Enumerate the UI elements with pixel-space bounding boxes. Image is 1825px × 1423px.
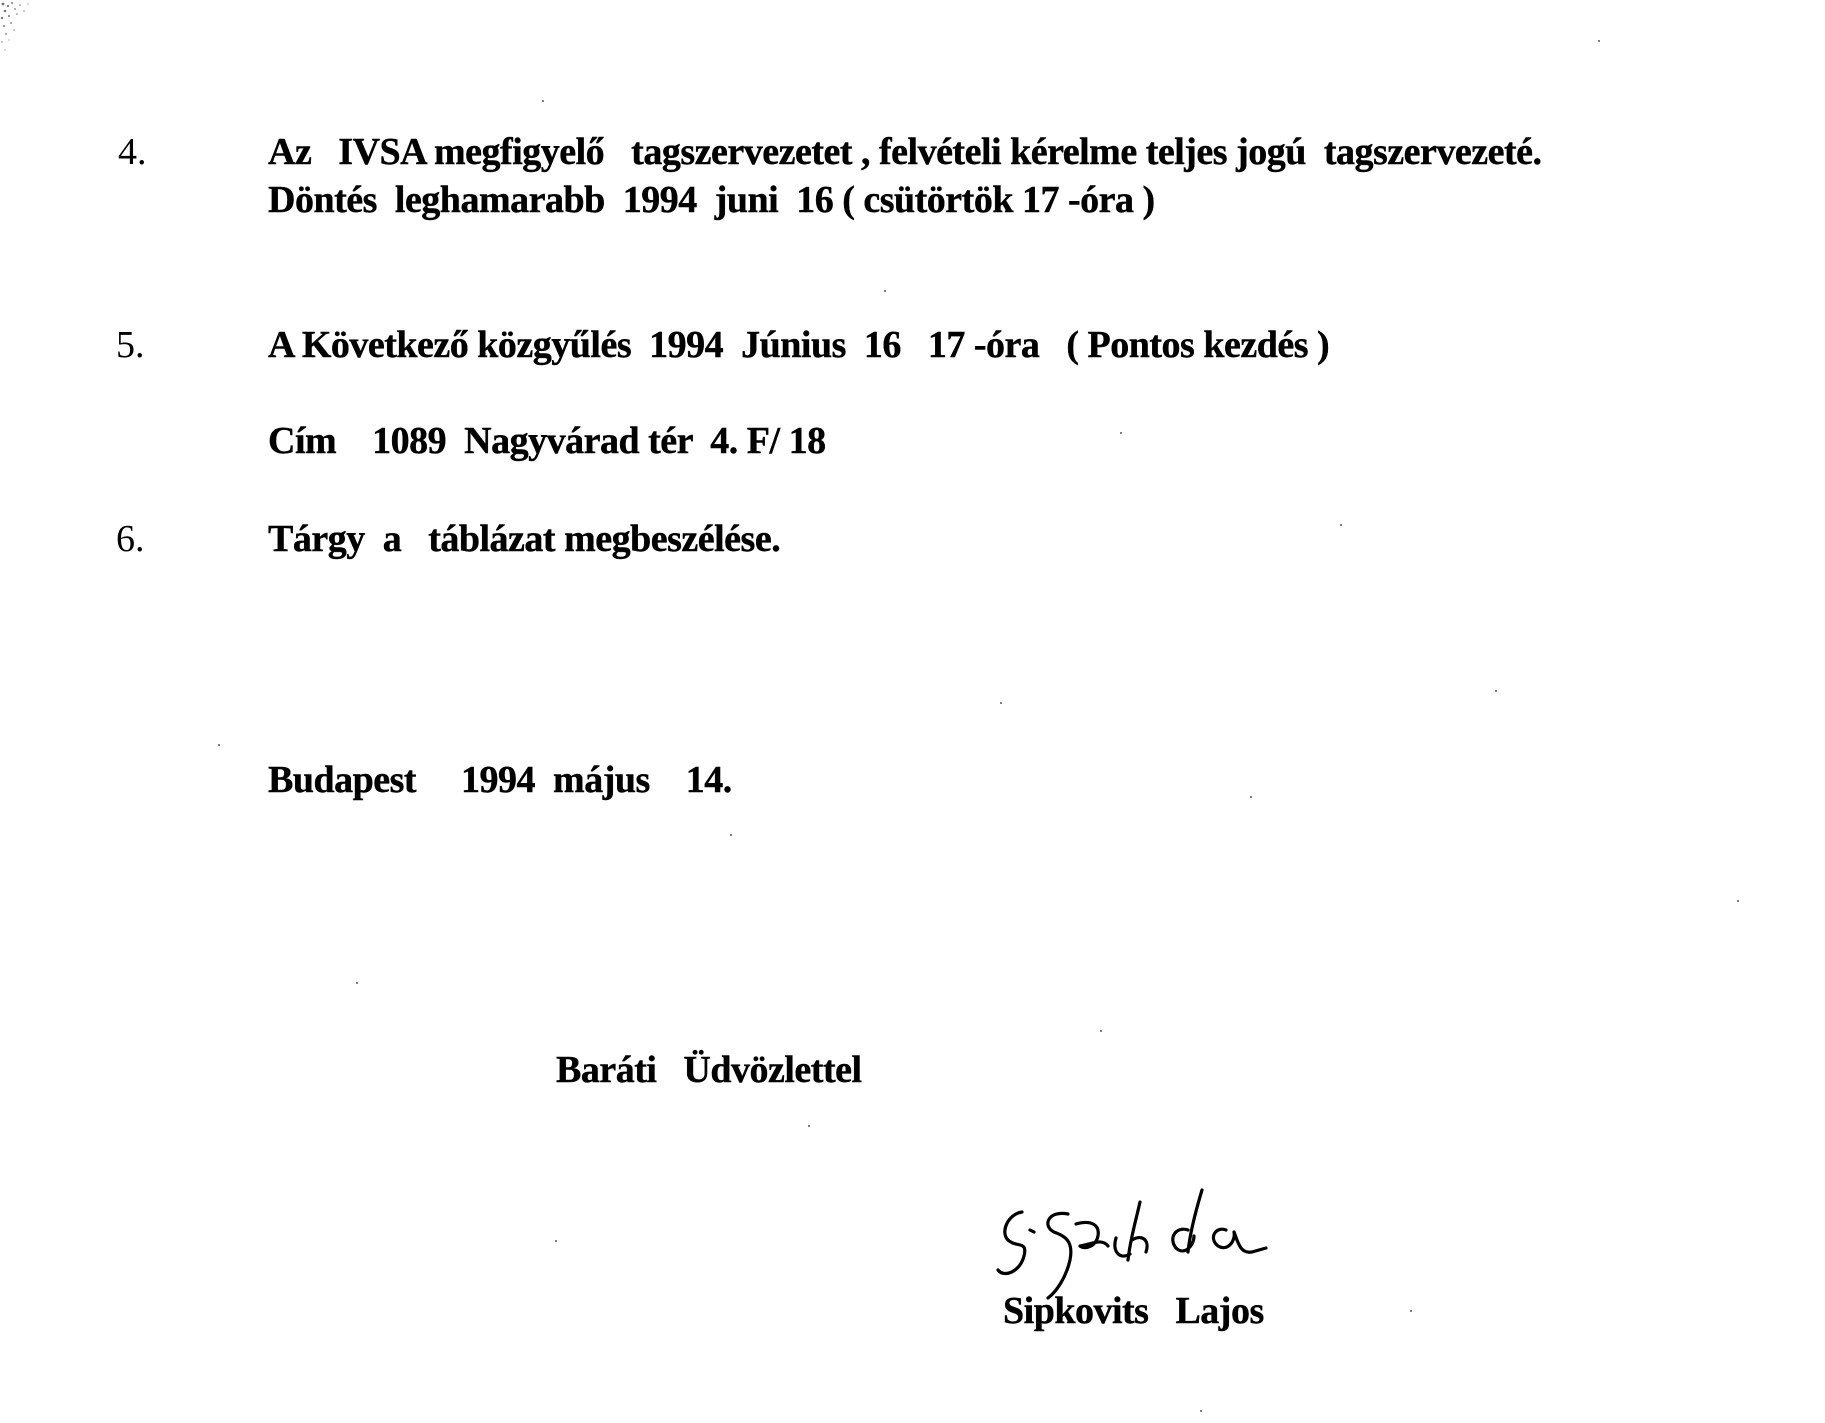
scan-edge-artifact <box>0 0 40 70</box>
item-number-4: 4. <box>118 131 147 173</box>
scan-speck <box>1340 524 1342 526</box>
item-4-line-2: Döntés leghamarabb 1994 juni 16 ( csütörtök 17 -óra ) <box>268 179 1155 221</box>
scan-speck <box>1410 1310 1412 1312</box>
scan-speck <box>356 982 358 984</box>
scan-speck <box>218 744 220 746</box>
item-number-6: 6. <box>116 518 145 560</box>
item-6-line-1: Tárgy a táblázat megbeszélése. <box>268 518 781 560</box>
signer-name: Sipkovits Lajos <box>1003 1290 1264 1332</box>
scan-speck <box>1000 702 1002 704</box>
scan-speck <box>884 290 886 292</box>
item-5-line-1: A Következő közgyűlés 1994 Június 16 17 -óra ( Pontos kezdés ) <box>268 324 1330 366</box>
item-4-line-1: Az IVSA megfigyelő tagszervezetet , felvételi kérelme teljes jogú tagszervezeté. <box>268 131 1542 173</box>
item-number-5: 5. <box>116 324 145 366</box>
item-5-address: Cím 1089 Nagyvárad tér 4. F/ 18 <box>268 420 826 462</box>
scan-speck <box>1200 1410 1202 1412</box>
scan-speck <box>555 1240 557 1242</box>
scan-speck <box>730 834 732 836</box>
scan-speck <box>1598 40 1600 42</box>
scan-speck <box>1120 432 1122 434</box>
scan-speck <box>542 100 544 102</box>
scan-speck <box>808 1125 810 1127</box>
scan-speck <box>1495 690 1497 692</box>
scan-speck <box>1250 796 1252 798</box>
scan-speck <box>1100 1030 1102 1032</box>
closing-greeting: Baráti Üdvözlettel <box>556 1049 862 1091</box>
place-date: Budapest 1994 május 14. <box>268 759 732 801</box>
scan-speck <box>1737 900 1739 902</box>
